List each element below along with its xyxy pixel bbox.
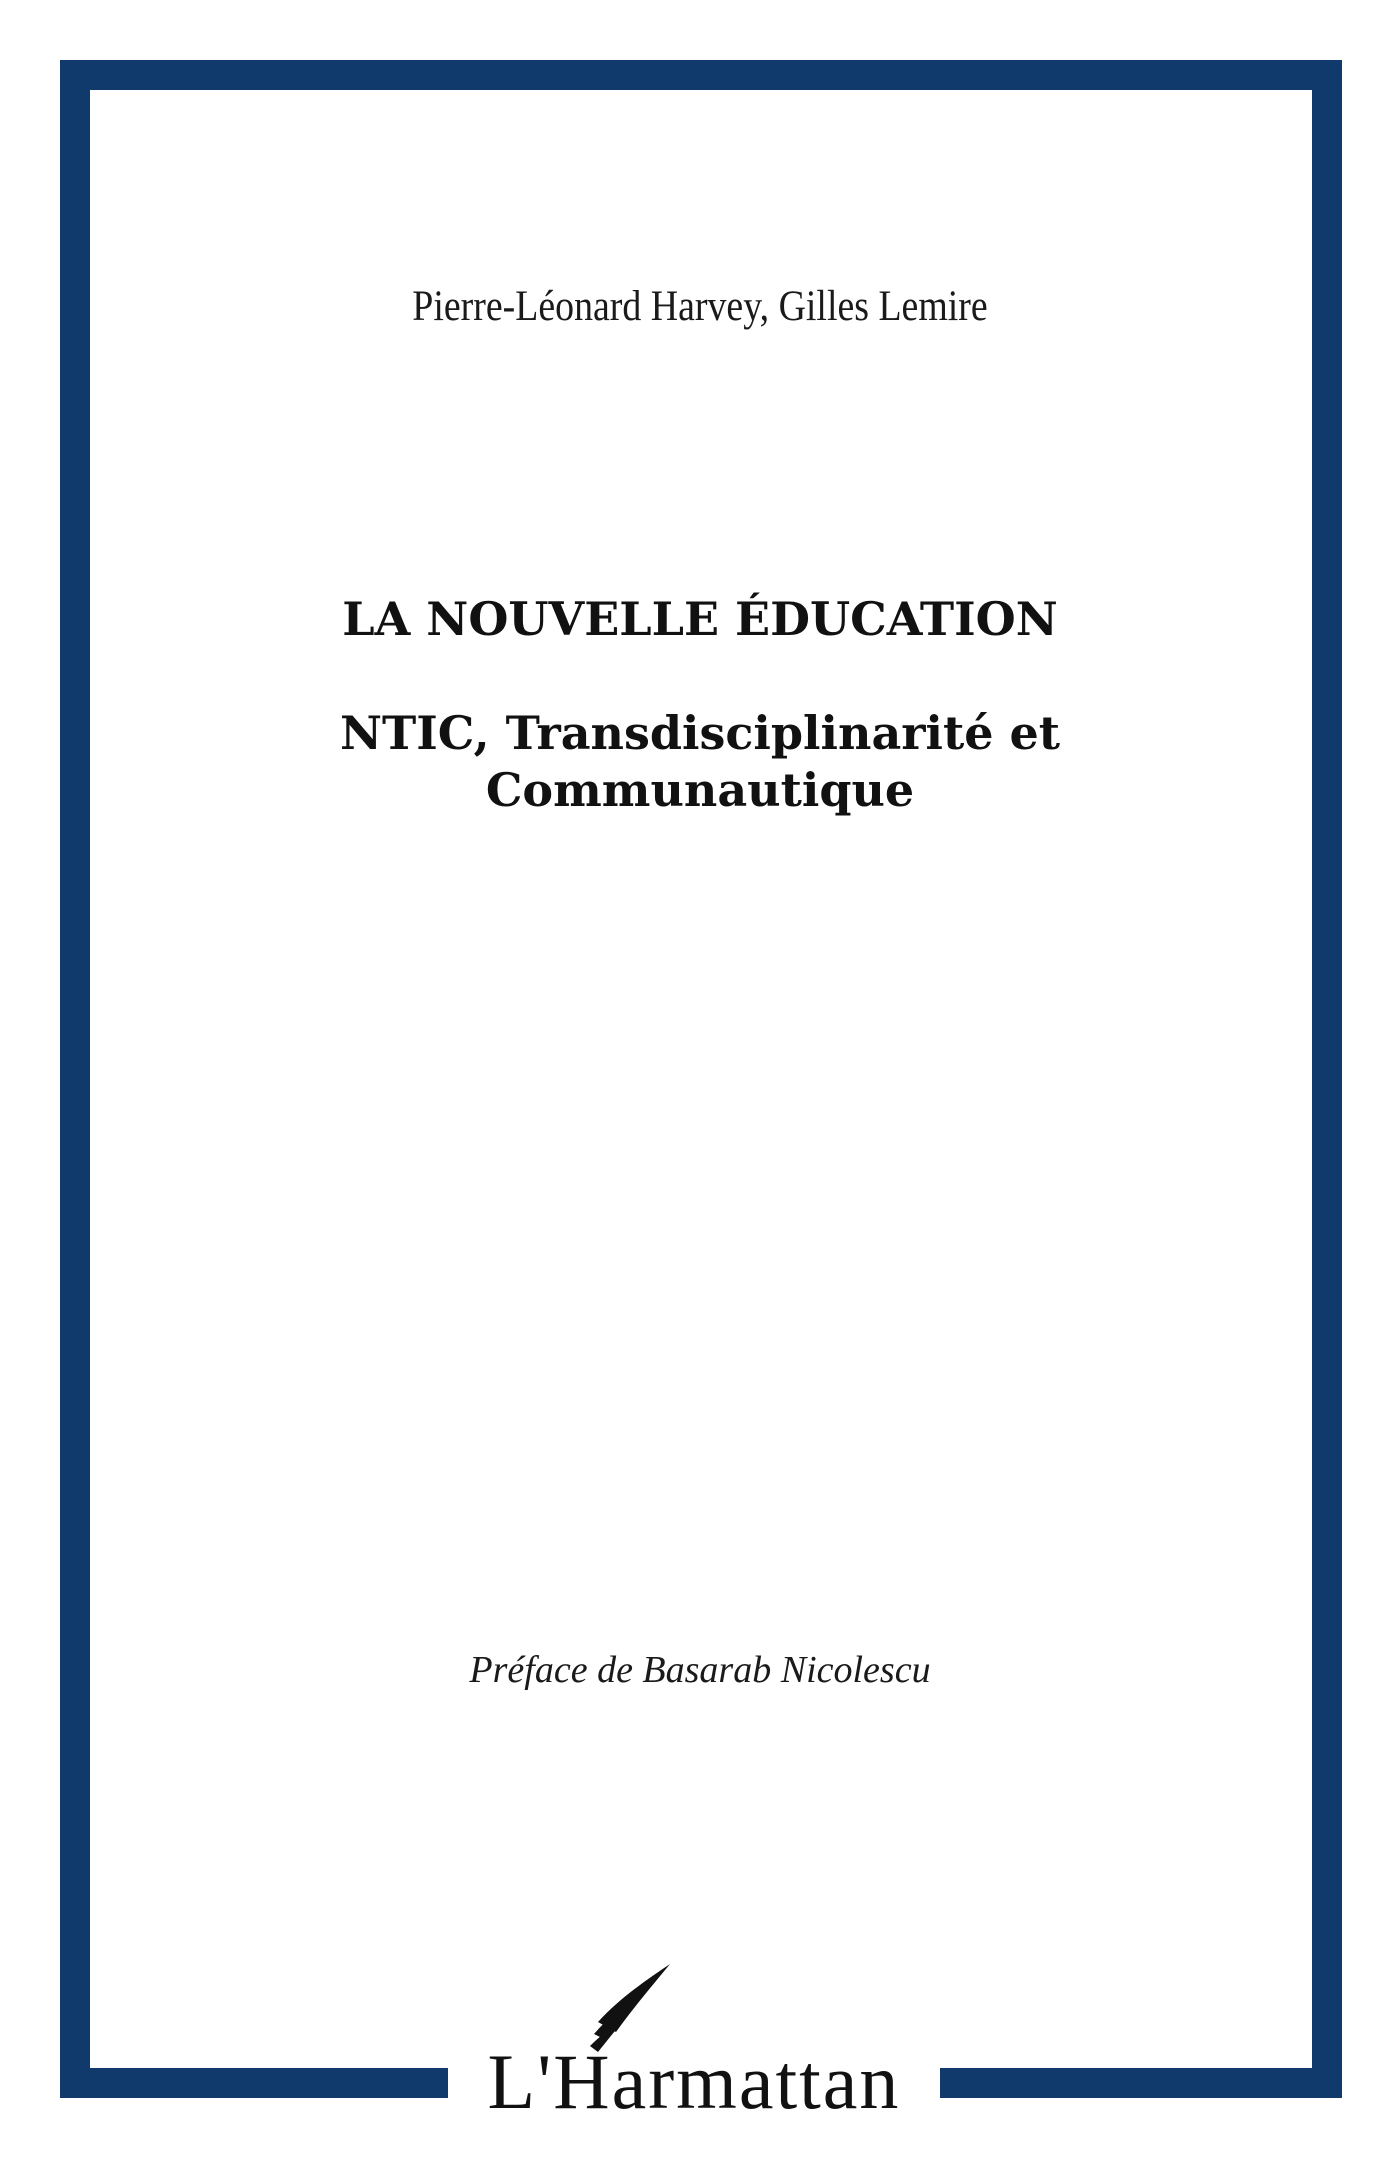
book-authors: Pierre-Léonard Harvey, Gilles Lemire bbox=[412, 283, 988, 330]
book-subtitle-line-2: Communautique bbox=[485, 763, 915, 817]
cover-border-right bbox=[1312, 60, 1342, 2098]
publisher-logo-mark bbox=[448, 1960, 940, 2120]
book-preface: Préface de Basarab Nicolescu bbox=[469, 1649, 931, 1691]
cover-border-left bbox=[60, 60, 90, 2098]
publisher-logo bbox=[448, 1960, 940, 2120]
publisher-logo-text: L'Harmattan bbox=[487, 2038, 901, 2120]
cover-border-top bbox=[60, 60, 1342, 90]
book-title: LA NOUVELLE ÉDUCATION bbox=[342, 592, 1058, 646]
cover-border-bottom-left bbox=[60, 2068, 448, 2098]
cover-border-bottom-right bbox=[940, 2068, 1342, 2098]
publisher-logo-swoosh-2 bbox=[594, 1990, 644, 2040]
book-subtitle-line-1: NTIC, Transdisciplinarité et bbox=[339, 706, 1061, 760]
book-subtitle bbox=[0, 705, 1400, 819]
